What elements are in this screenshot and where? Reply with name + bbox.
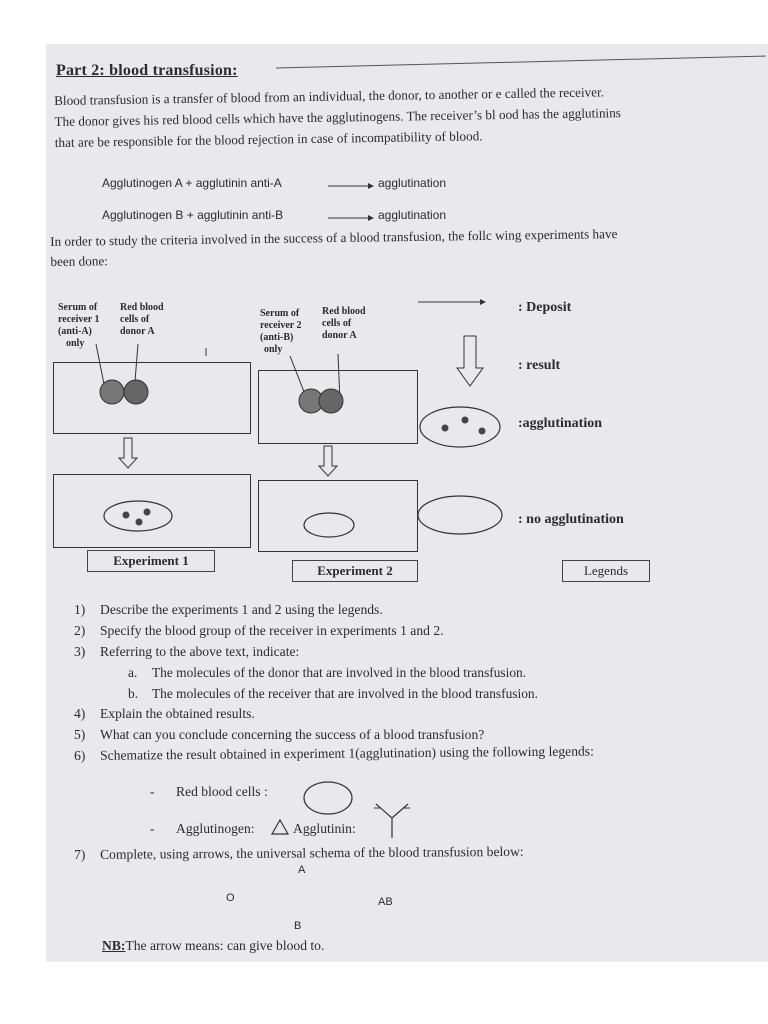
- antibody-y-icon: [370, 802, 414, 840]
- intro-line: The donor gives his red blood cells which have the agglutinogens. The receiver’s bl ood has the agglutinins: [54, 105, 621, 129]
- question-4: 4) Explain the obtained results.: [74, 706, 255, 721]
- triangle-icon: [270, 818, 290, 836]
- legend-agglutination: :agglutination: [518, 416, 603, 431]
- legend-no-agglutination: : no agglutination: [518, 512, 624, 527]
- exp2-slide-before: [258, 370, 418, 444]
- question-3: 3) Referring to the above text, indicate:: [74, 644, 300, 659]
- exp1-serum-label: Serum of receiver 1 (anti-A) only: [58, 302, 100, 349]
- rbc-legend-label: Red blood cells :: [176, 784, 268, 799]
- red-blood-cell-icon: [300, 780, 356, 816]
- reaction-1-right: agglutination: [378, 176, 447, 190]
- rbc-legend-dash: -: [150, 784, 155, 799]
- legend-result: : result: [518, 358, 561, 373]
- schema-group-b: B: [294, 920, 302, 932]
- reaction-1-arrow: [328, 181, 374, 191]
- exp2-cells-label: Red blood cells of donor A: [322, 306, 366, 341]
- part-title: Part 2: blood transfusion:: [56, 62, 238, 79]
- no-agglutination-legend-icon: [416, 494, 506, 536]
- exp1-drops: [54, 363, 250, 433]
- agglutination-legend-icon: [418, 404, 504, 450]
- exp1-cells-label: Red blood cells of donor A: [120, 302, 164, 337]
- deposit-arrow-icon: [416, 296, 488, 308]
- subquestion-b: b. The molecules of the receiver that are involved in the blood transfusion.: [128, 686, 538, 701]
- exp2-no-agglutination-result: [259, 481, 417, 551]
- question-7: 7) Complete, using arrows, the universal schema of the blood transfusion below:: [74, 843, 524, 862]
- legends-caption: Legends: [562, 560, 650, 582]
- schema-group-o: O: [226, 892, 235, 904]
- result-arrow-icon: [456, 334, 484, 388]
- nb-note: NB:The arrow means: can give blood to.: [102, 938, 325, 953]
- schema-group-ab: AB: [378, 896, 393, 908]
- para2-line: been done:: [50, 253, 109, 269]
- reaction-2-right: agglutination: [378, 208, 447, 222]
- exp1-caption: Experiment 1: [87, 550, 215, 572]
- question-5: 5) What can you conclude concerning the success of a blood transfusion?: [74, 727, 485, 742]
- intro-line: Blood transfusion is a transfer of blood from an individual, the donor, to another or e called the receiver.: [54, 84, 605, 108]
- agglutinogen-label: Agglutinogen:: [176, 821, 255, 836]
- exp1-slide-after: [53, 474, 251, 548]
- exp2-down-arrow-icon: [318, 444, 338, 478]
- question-2: 2) Specify the blood group of the receiver in experiments 1 and 2.: [74, 623, 444, 638]
- exp2-caption: Experiment 2: [292, 560, 418, 582]
- exp1-agglutination-result: [54, 475, 250, 547]
- question-6: 6) Schematize the result obtained in experiment 1(agglutination) using the following legends:: [74, 743, 594, 763]
- question-1: 1) Describe the experiments 1 and 2 using the legends.: [74, 602, 383, 617]
- schema-group-a: A: [298, 864, 306, 876]
- exp1-slide-before: [53, 362, 251, 434]
- legend-deposit: : Deposit: [518, 300, 572, 315]
- exp2-slide-after: [258, 480, 418, 552]
- reaction-2-left: Agglutinogen B + agglutinin anti-B: [102, 208, 284, 222]
- worksheet-page: [46, 44, 768, 962]
- exp2-drops: [259, 371, 417, 443]
- top-rule-line: [276, 54, 768, 74]
- agglutinin-label: Agglutinin:: [293, 821, 356, 836]
- experiments-intro: [50, 222, 766, 272]
- reaction-2-arrow: [328, 213, 374, 223]
- intro-line: that are be responsible for the blood rejection in case of incompatibility of blood.: [54, 128, 483, 150]
- exp1-down-arrow-icon: [118, 436, 138, 470]
- subquestion-a: a. The molecules of the donor that are involved in the blood transfusion.: [128, 665, 527, 680]
- exp2-serum-label: Serum of receiver 2 (anti-B) only: [260, 308, 302, 355]
- agglutinogen-legend-dash: -: [150, 821, 155, 836]
- intro-paragraph: [54, 79, 767, 153]
- reaction-1-left: Agglutinogen A + agglutinin anti-A: [102, 176, 282, 190]
- para2-line: In order to study the criteria involved in the success of a blood transfusion, the follc wing experiments have: [50, 226, 618, 249]
